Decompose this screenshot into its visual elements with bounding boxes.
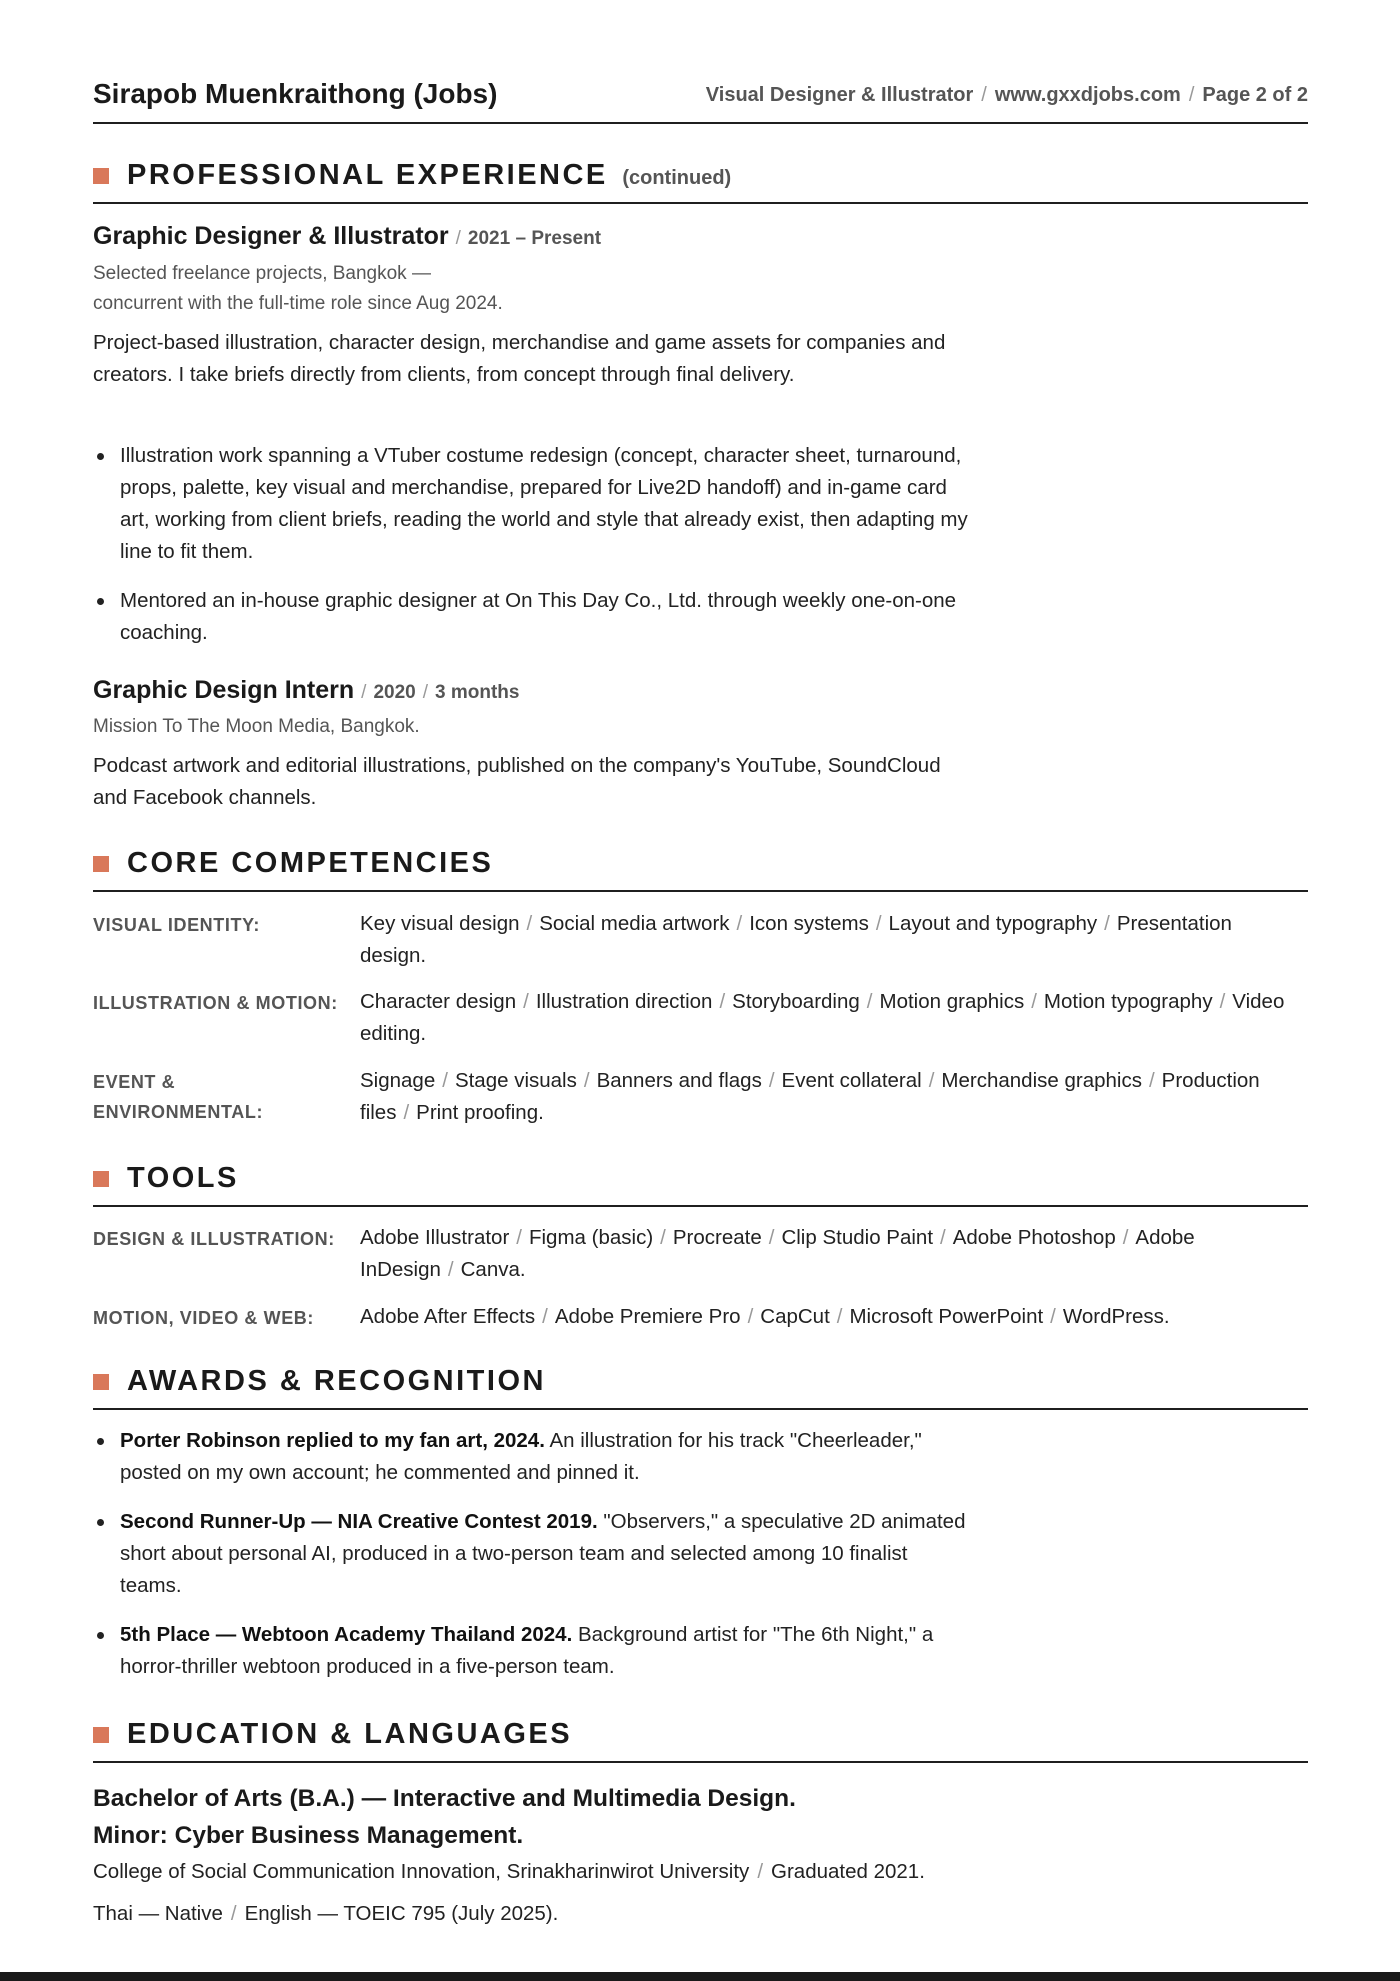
separator: / xyxy=(875,912,882,935)
continued-label: (continued) xyxy=(622,167,732,189)
languages-line xyxy=(93,1898,1193,1930)
separator: / xyxy=(768,1226,775,1249)
tools-items xyxy=(360,1301,1300,1333)
section-title: EDUCATION & LANGUAGES xyxy=(127,1718,573,1750)
list-item: CapCut xyxy=(760,1305,830,1328)
separator: / xyxy=(660,1226,666,1249)
job-duration: 3 months xyxy=(435,682,520,703)
job-org-line: concurrent with the full-time role since Aug 2024. xyxy=(93,293,503,314)
list-item: Adobe After Effects xyxy=(360,1305,536,1328)
list-item: Adobe Premiere Pro xyxy=(554,1305,741,1328)
list-item: Adobe Illustrator xyxy=(360,1226,510,1249)
list-item: Adobe Photoshop xyxy=(952,1226,1116,1249)
separator: / xyxy=(1104,912,1110,935)
competency-items xyxy=(360,1065,1300,1129)
section-tools-heading xyxy=(93,1157,1308,1207)
separator: / xyxy=(516,1226,522,1249)
school: College of Social Communication Innovation, Srinakharinwirot University xyxy=(93,1860,750,1883)
section-marker-icon xyxy=(93,856,109,872)
job-org-line: Mission To The Moon Media, Bangkok. xyxy=(93,716,420,737)
section-marker-icon xyxy=(93,168,109,184)
list-item: Layout and typography xyxy=(888,912,1098,935)
section-education-heading xyxy=(93,1713,1308,1763)
competency-items xyxy=(360,986,1300,1050)
separator: / xyxy=(1050,1305,1056,1328)
separator: / xyxy=(940,1226,946,1249)
list-item: Illustration direction xyxy=(535,990,713,1013)
job-summary: Podcast artwork and editorial illustrations, published on the company's YouTube, SoundCloud and Facebook channels. xyxy=(93,754,941,809)
list-item: Motion graphics xyxy=(879,990,1025,1013)
list-item: 5th Place — Webtoon Academy Thailand 2024. Background artist for "The 6th Night," a horror-thriller webtoon produced in a five-person team. xyxy=(93,1619,973,1683)
competency-label: VISUAL IDENTITY: xyxy=(93,915,260,935)
separator: / xyxy=(1219,990,1226,1013)
section-title: AWARDS & RECOGNITION xyxy=(127,1365,546,1397)
separator: / xyxy=(1188,84,1195,106)
header-role: Visual Designer & Illustrator xyxy=(705,84,974,106)
language-thai: Thai — Native xyxy=(93,1902,223,1925)
separator: / xyxy=(736,912,743,935)
section-experience-heading xyxy=(93,154,1308,204)
tools-items xyxy=(360,1222,1300,1286)
section-title: PROFESSIONAL EXPERIENCE xyxy=(127,159,608,191)
job-title-row xyxy=(93,676,519,705)
awards-list xyxy=(93,1425,973,1700)
job-org-line: Selected freelance projects, Bangkok — xyxy=(93,263,431,284)
separator: / xyxy=(403,1101,410,1124)
section-competencies-heading xyxy=(93,842,1308,892)
job-title-row xyxy=(93,222,601,251)
list-item: Porter Robinson replied to my fan art, 2024. An illustration for his track "Cheerleader," posted on my own account; he commented and pinned it. xyxy=(93,1425,973,1489)
job-title: Graphic Designer & Illustrator xyxy=(93,222,449,250)
job-bullets xyxy=(93,440,973,666)
separator: / xyxy=(526,912,533,935)
separator: / xyxy=(583,1069,590,1092)
list-item: Microsoft PowerPoint xyxy=(849,1305,1044,1328)
list-item: WordPress. xyxy=(1062,1305,1170,1328)
separator: / xyxy=(928,1069,935,1092)
header-meta xyxy=(706,84,1308,107)
separator: / xyxy=(981,84,987,106)
graduated: Graduated 2021. xyxy=(771,1860,925,1883)
list-item: Print proofing. xyxy=(416,1101,544,1124)
list-item: Event collateral xyxy=(781,1069,922,1092)
list-item: Second Runner-Up — NIA Creative Contest 2019. "Observers," a speculative 2D animated short about personal AI, produced in a two-person team and selected among 10 finalist teams. xyxy=(93,1506,973,1602)
competency-items xyxy=(360,908,1300,972)
list-item: Character design xyxy=(360,990,517,1013)
competency-label: ILLUSTRATION & MOTION: xyxy=(93,993,338,1013)
separator: / xyxy=(455,228,461,249)
candidate-name: Sirapob Muenkraithong (Jobs) xyxy=(93,78,498,109)
separator: / xyxy=(757,1860,764,1883)
list-item: Production files xyxy=(360,1069,1260,1124)
tools-label: DESIGN & ILLUSTRATION: xyxy=(93,1229,335,1249)
separator: / xyxy=(836,1305,843,1328)
separator: / xyxy=(768,1069,775,1092)
section-marker-icon xyxy=(93,1171,109,1187)
section-awards-heading xyxy=(93,1360,1308,1410)
school-line xyxy=(93,1856,1193,1888)
list-item: Adobe InDesign xyxy=(360,1226,1195,1281)
separator: / xyxy=(1122,1226,1129,1249)
header-website[interactable]: www.gxxdjobs.com xyxy=(994,84,1181,106)
separator: / xyxy=(1148,1069,1155,1092)
list-item: Figma (basic) xyxy=(528,1226,654,1249)
language-english: English — TOEIC 795 (July 2025). xyxy=(244,1902,559,1925)
minor: Minor: Cyber Business Management. xyxy=(93,1822,524,1849)
list-item: Canva. xyxy=(460,1258,526,1281)
separator: / xyxy=(866,990,873,1013)
tools-label: MOTION, VIDEO & WEB: xyxy=(93,1308,314,1328)
separator: / xyxy=(523,990,529,1013)
separator: / xyxy=(447,1258,454,1281)
list-item: Illustration work spanning a VTuber costume redesign (concept, character sheet, turnaround, props, palette, key visual and merchandise, prepared for Live2D handoff) and in-game card art, working from client briefs, reading the world and style that already exist, then adapting my line to fit them. xyxy=(93,440,973,568)
footer-bar xyxy=(0,1972,1400,1981)
page-number: Page 2 of 2 xyxy=(1202,84,1308,106)
list-item: Motion typography xyxy=(1043,990,1213,1013)
list-item: Presentation design. xyxy=(360,912,1232,967)
separator: / xyxy=(1031,990,1037,1013)
separator: / xyxy=(422,682,429,703)
list-item: Stage visuals xyxy=(454,1069,577,1092)
degree: Bachelor of Arts (B.A.) — Interactive and Multimedia Design. xyxy=(93,1785,796,1812)
separator: / xyxy=(542,1305,548,1328)
section-title: CORE COMPETENCIES xyxy=(127,847,494,879)
list-item: Procreate xyxy=(672,1226,762,1249)
section-marker-icon xyxy=(93,1727,109,1743)
separator: / xyxy=(442,1069,448,1092)
page-header xyxy=(93,78,1308,124)
list-item: Icon systems xyxy=(749,912,869,935)
job-year: 2020 xyxy=(373,682,416,703)
section-title: TOOLS xyxy=(127,1162,239,1194)
list-item: Signage xyxy=(360,1069,436,1092)
competency-label: EVENT & ENVIRONMENTAL: xyxy=(93,1072,264,1122)
list-item: Merchandise graphics xyxy=(941,1069,1142,1092)
separator: / xyxy=(361,682,367,703)
section-marker-icon xyxy=(93,1374,109,1390)
job-dates: 2021 – Present xyxy=(467,228,602,249)
list-item: Storyboarding xyxy=(732,990,860,1013)
separator: / xyxy=(747,1305,754,1328)
job-summary: Project-based illustration, character design, merchandise and game assets for companies and creators. I take briefs directly from clients, from concept through final delivery. xyxy=(93,331,946,386)
separator: / xyxy=(230,1902,237,1925)
list-item: Banners and flags xyxy=(596,1069,762,1092)
list-item: Video editing. xyxy=(360,990,1285,1045)
list-item: Mentored an in-house graphic designer at On This Day Co., Ltd. through weekly one-on-one coaching. xyxy=(93,585,973,649)
list-item: Social media artwork xyxy=(539,912,730,935)
separator: / xyxy=(719,990,726,1013)
list-item: Key visual design xyxy=(360,912,520,935)
job-title: Graphic Design Intern xyxy=(93,676,355,704)
list-item: Clip Studio Paint xyxy=(781,1226,934,1249)
